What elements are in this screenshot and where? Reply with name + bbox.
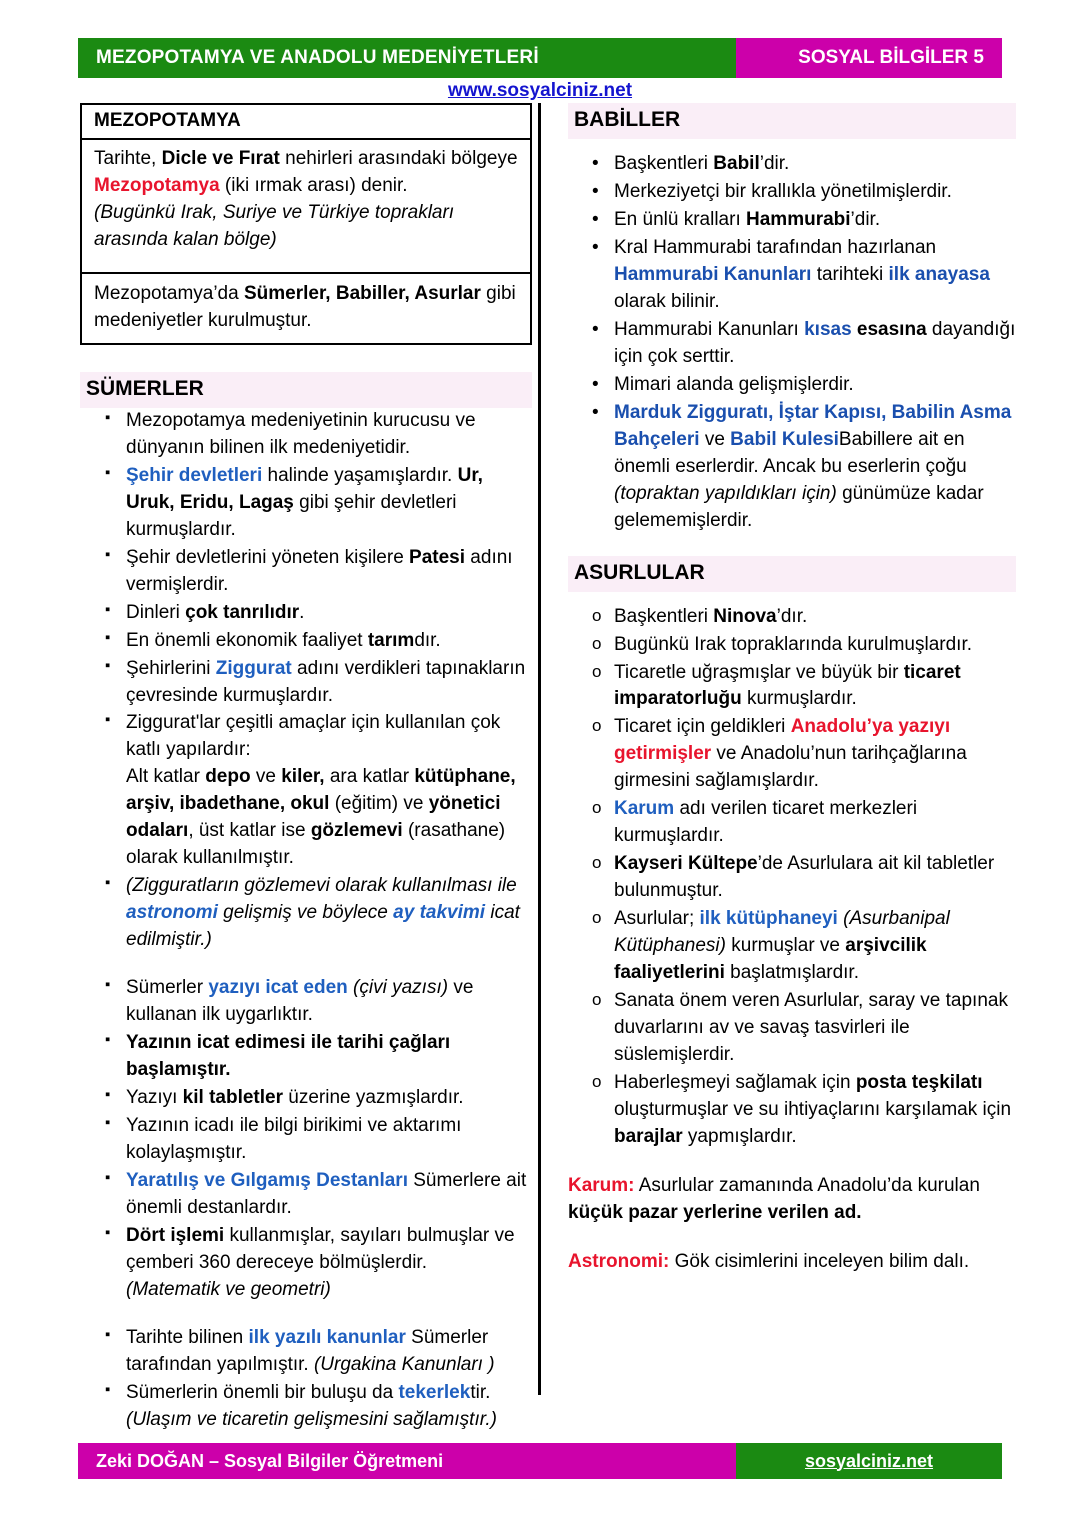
- text: .: [299, 601, 305, 623]
- text-blue: Yaratılış ve Gılgamış Destanları: [126, 1169, 408, 1191]
- list-item: [80, 628, 532, 655]
- section-heading-asurlular: ASURLULAR: [568, 556, 1016, 592]
- text-blue: Babil Kulesi: [730, 428, 839, 450]
- text: dayandığı için çok serttir.: [614, 318, 1016, 367]
- bullet-square-icon: ▪: [105, 1114, 111, 1132]
- list-item: [568, 796, 1016, 850]
- text-bold: çok tanrılıdır: [185, 601, 300, 623]
- bullet-circle-icon: o: [592, 605, 602, 625]
- sumerler-list-1: [80, 408, 532, 954]
- mezopotamya-box-footer: [82, 274, 530, 343]
- text-blue: Hammurabi Kanunları: [614, 263, 812, 285]
- bullet-dot-icon: •: [592, 208, 599, 230]
- text: tir.: [470, 1381, 491, 1403]
- text: tarihteki: [811, 263, 889, 285]
- text: Ziggurat'lar çeşitli amaçlar için kullanılan çok katlı yapılardır:: [126, 712, 501, 761]
- header-title: MEZOPOTAMYA VE ANADOLU MEDENİYETLERİ: [78, 38, 736, 78]
- text: Sümerler tarafından yapılmıştır.: [126, 1326, 489, 1375]
- text: Dinleri: [126, 601, 186, 623]
- bullet-square-icon: ▪: [105, 545, 111, 563]
- spacer: [568, 139, 1016, 151]
- definition-term: Astronomi:: [568, 1250, 670, 1272]
- text: Şehir devletlerini yöneten kişilere: [126, 546, 410, 568]
- text: Başkentleri: [614, 605, 714, 627]
- text-blue: Şehir devletleri: [126, 464, 263, 486]
- spacer: [80, 955, 532, 975]
- text-italic: (Bugünkü Irak, Suriye ve Türkiye toprakları arasında kalan bölge): [94, 201, 455, 250]
- text: adını verdikleri tapınakların çevresinde kurmuşlardır.: [126, 657, 526, 706]
- text: olarak bilinir.: [614, 290, 720, 312]
- text: Tarihte,: [94, 148, 162, 169]
- text-red: Mezopotamya: [94, 174, 220, 196]
- list-item: [80, 1223, 532, 1304]
- text: günümüze kadar gelememişlerdir.: [614, 482, 984, 531]
- definition-astronomi: [568, 1249, 1016, 1276]
- mezopotamya-box-body: [82, 140, 530, 274]
- list-item: [568, 235, 1016, 316]
- list-item: [568, 317, 1016, 371]
- bullet-dot-icon: •: [592, 318, 599, 340]
- text-italic: (Ulaşım ve ticaretin gelişmesini sağlamıştır.): [126, 1408, 497, 1430]
- bullet-circle-icon: o: [592, 798, 602, 818]
- bullet-square-icon: ▪: [105, 656, 111, 674]
- text-bold: yönetici odaları: [126, 793, 501, 842]
- text-italic: (Asurbanipal Kütüphanesi): [614, 908, 950, 957]
- text-bold: Patesi: [409, 546, 466, 568]
- text: ve Anadolu’nun tarihçağlarına girmesini sağlamışlardır.: [614, 743, 967, 792]
- spacer: [568, 592, 1016, 604]
- text: (rasathane) olarak kullanılmıştır.: [126, 820, 506, 869]
- bullet-dot-icon: •: [592, 180, 599, 202]
- list-item: [80, 545, 532, 599]
- header-subject: SOSYAL BİLGİLER 5: [736, 38, 1002, 78]
- text: kurmuşlar ve: [725, 935, 846, 957]
- text: yapmışlardır.: [682, 1125, 797, 1147]
- bullet-square-icon: ▪: [105, 1380, 111, 1398]
- list-item: [80, 600, 532, 627]
- text-red: Anadolu’ya yazıyı getirmişler: [614, 716, 951, 765]
- list-item: [80, 1380, 532, 1434]
- text-blue: yazıyı icat eden: [208, 977, 348, 999]
- text-bold: depo: [205, 766, 251, 788]
- bullet-circle-icon: o: [592, 990, 602, 1010]
- bullet-square-icon: ▪: [105, 628, 111, 646]
- list-item: [80, 656, 532, 710]
- text-italic: (Zigguratların gözlemevi olarak kullanılması ile: [126, 875, 517, 897]
- text-blue-italic: astronomi: [126, 902, 218, 924]
- bullet-square-icon: ▪: [105, 1031, 111, 1049]
- list-item: [80, 1030, 532, 1084]
- bullet-circle-icon: o: [592, 853, 602, 873]
- text-blue: ilk kütüphaneyi: [699, 908, 838, 930]
- bullet-square-icon: ▪: [105, 976, 111, 994]
- text-italic: (Matematik ve geometri): [126, 1278, 331, 1300]
- text: Asurlular;: [614, 908, 700, 930]
- text-bold: barajlar: [614, 1125, 683, 1147]
- sumerler-list-3: [80, 1325, 532, 1434]
- section-heading-sumerler: SÜMERLER: [80, 372, 532, 408]
- list-item: [80, 975, 532, 1029]
- list-item: [568, 179, 1016, 206]
- mezopotamya-box-title: MEZOPOTAMYA: [82, 105, 530, 140]
- list-item: [568, 372, 1016, 399]
- asurlular-list: [568, 604, 1016, 1151]
- text: Ticaretle uğraşmışlar ve büyük bir: [614, 661, 904, 683]
- text: ve kullanan ilk uygarlıktır.: [126, 977, 474, 1026]
- bullet-circle-icon: o: [592, 1072, 602, 1092]
- text: Yazının icadı ile bilgi birikimi ve aktarımı kolaylaşmıştır.: [126, 1115, 462, 1163]
- text: En önemli ekonomik faaliyet: [126, 629, 368, 651]
- definition-term: Karum:: [568, 1174, 635, 1196]
- list-item: [568, 207, 1016, 234]
- text: Asurlular zamanında Anadolu’da kurulan: [634, 1174, 980, 1196]
- text-italic: icat edilmiştir.): [126, 902, 520, 951]
- text-bold: kiler,: [281, 766, 325, 788]
- text: Merkeziyetçi bir krallıkla yönetilmişlerdir.: [614, 180, 952, 202]
- bullet-circle-icon: o: [592, 716, 602, 736]
- text-blue: tekerlek: [398, 1381, 471, 1403]
- bullet-dot-icon: •: [592, 236, 599, 258]
- text-bold: gözlemevi: [310, 820, 403, 842]
- list-item: [568, 1070, 1016, 1151]
- list-item: [568, 851, 1016, 905]
- text-blue: Ziggurat: [215, 657, 292, 679]
- text-blue: kısas: [804, 318, 852, 340]
- list-item: [80, 1325, 532, 1379]
- list-item-ziggurat-note: [80, 873, 532, 954]
- text: Kral Hammurabi tarafından hazırlanan: [614, 236, 937, 258]
- text: ’dir.: [850, 208, 881, 230]
- text-bold: tarım: [367, 629, 415, 651]
- text-italic: (çivi yazısı): [347, 977, 449, 999]
- text-italic: gelişmiş ve böylece: [217, 902, 394, 924]
- bullet-square-icon: ▪: [105, 1086, 111, 1104]
- text-bold: Yazının icat edimesi ile tarihi çağları başlamıştır.: [126, 1032, 451, 1081]
- list-item: [80, 1113, 532, 1167]
- text: ’de Asurlulara ait kil tabletler bulunmuştur.: [614, 853, 995, 902]
- page-header: [78, 38, 1002, 78]
- sumerler-list-2: [80, 975, 532, 1304]
- text: Gök cisimlerini inceleyen bilim dalı.: [669, 1250, 970, 1272]
- column-divider: [538, 103, 541, 1395]
- text-bold: kütüphane, arşiv, ibadethane, okul: [126, 766, 516, 815]
- list-item: [568, 604, 1016, 631]
- list-item: [568, 151, 1016, 178]
- text: halinde yaşamışlardır.: [262, 464, 458, 486]
- text: kullanmışlar, sayıları bulmuşlar ve çemberi 360 dereceye bölmüşlerdir.: [126, 1224, 515, 1273]
- list-item: [568, 906, 1016, 987]
- text: gibi şehir devletleri kurmuşlardır.: [126, 491, 457, 540]
- text-bold: Ur, Uruk, Eridu, Lagaş: [126, 464, 483, 513]
- text-italic: (topraktan yapıldıkları için): [614, 482, 837, 504]
- text-bold: Ninova: [713, 605, 777, 627]
- text: Sümerlerin önemli bir buluşu da: [126, 1381, 399, 1403]
- text-bold: küçük pazar yerlerine verilen ad.: [568, 1201, 862, 1223]
- list-item-marduk: [568, 400, 1016, 535]
- bullet-dot-icon: •: [592, 153, 599, 174]
- text: (eğitim) ve: [329, 793, 429, 815]
- bullet-dot-icon: •: [592, 401, 599, 423]
- text: ara katlar: [324, 766, 415, 788]
- text-bold: ticaret imparatorluğu: [614, 661, 961, 710]
- bullet-dot-icon: •: [592, 373, 599, 395]
- text: adı verilen ticaret merkezleri kurmuşlardır.: [614, 798, 918, 847]
- bullet-square-icon: ▪: [105, 1223, 111, 1241]
- text-blue: ilk yazılı kanunlar: [248, 1326, 406, 1348]
- bullet-square-icon: ▪: [105, 463, 111, 481]
- page-footer: [78, 1443, 1002, 1479]
- text: üzerine yazmışlardır.: [283, 1087, 464, 1109]
- bullet-square-icon: ▪: [105, 408, 111, 426]
- text-blue-italic: ay takvimi: [393, 902, 486, 924]
- text-bold: Kayseri Kültepe: [614, 853, 758, 875]
- text-bold: arşivcilik faaliyetlerini: [614, 935, 927, 984]
- left-column: [80, 103, 532, 1435]
- text: başlatmışlardır.: [724, 962, 859, 984]
- text-bold: kil tabletler: [182, 1087, 283, 1109]
- text-bold: Dicle ve Fırat: [161, 148, 280, 169]
- spacer: [80, 1305, 532, 1325]
- mezopotamya-box: [80, 103, 532, 345]
- website-link[interactable]: www.sosyalciniz.net: [447, 80, 633, 101]
- text: Ticaret için geldikleri: [614, 716, 791, 738]
- text: dır.: [414, 629, 441, 651]
- definition-karum: [568, 1173, 1016, 1227]
- text-bold: posta teşkilatı: [855, 1072, 983, 1094]
- right-column: [568, 103, 1016, 1276]
- text: Şehirlerini: [126, 657, 216, 679]
- list-item-ziggurat: [80, 710, 532, 872]
- text-blue: Karum: [614, 798, 675, 820]
- text: Başkentleri: [614, 153, 714, 174]
- text: kurmuşlardır.: [741, 688, 857, 710]
- list-item: [568, 660, 1016, 714]
- text-bold: Babil: [713, 153, 760, 174]
- text: ’dir.: [759, 153, 790, 174]
- list-item: [80, 463, 532, 544]
- text: adını vermişlerdir.: [126, 546, 513, 595]
- ziggurat-floors: [126, 764, 532, 872]
- text: Mimari alanda gelişmişlerdir.: [614, 373, 854, 395]
- text: ’dır.: [776, 605, 808, 627]
- babiller-list: [568, 151, 1016, 535]
- text: Babillere ait en önemli eserlerdir. Ancak bu eserlerin çoğu: [614, 428, 967, 477]
- text: Alt katlar: [126, 766, 206, 788]
- footer-author: Zeki DOĞAN – Sosyal Bilgiler Öğretmeni: [78, 1443, 736, 1479]
- text: ve: [699, 428, 731, 450]
- text-italic: (Urgakina Kanunları ): [313, 1353, 495, 1375]
- bullet-square-icon: ▪: [105, 600, 111, 618]
- text: Sümerler: [126, 977, 209, 999]
- text-bold: Dört işlemi: [126, 1224, 225, 1246]
- bullet-circle-icon: o: [592, 633, 602, 653]
- text-bold: Hammurabi: [746, 208, 851, 230]
- bullet-square-icon: ▪: [105, 1325, 111, 1343]
- text-bold: esasına: [851, 318, 927, 340]
- text: Hammurabi Kanunları: [614, 318, 805, 340]
- bullet-square-icon: ▪: [105, 874, 111, 892]
- text: Sümerlere ait önemli destanlardır.: [126, 1169, 527, 1218]
- text: Mezopotamya’da: [94, 282, 244, 304]
- text: (iki ırmak arası) denir.: [219, 174, 408, 196]
- text: Tarihte bilinen: [126, 1326, 249, 1348]
- text: Bugünkü Irak topraklarında kurulmuşlardır.: [614, 633, 973, 655]
- section-heading-babiller: BABİLLER: [568, 103, 1016, 139]
- text: nehirleri arasındaki bölgeye: [279, 148, 518, 169]
- text: Sanata önem veren Asurlular, saray ve tapınak duvarlarını av ve savaş tasvirleri ile süslemişlerdir.: [614, 990, 1008, 1066]
- bullet-square-icon: ▪: [105, 711, 111, 729]
- list-item: [80, 408, 532, 462]
- text: ve: [250, 766, 282, 788]
- text-blue: Marduk Zigguratı, İştar Kapısı, Babilin Asma Bahçeleri: [614, 401, 1012, 450]
- text: En ünlü kralları: [614, 208, 747, 230]
- spacer: [568, 536, 1016, 556]
- footer-site-link[interactable]: sosyalciniz.net: [736, 1443, 1002, 1479]
- text: Mezopotamya medeniyetinin kurucusu ve dünyanın bilinen ilk medeniyetidir.: [126, 409, 476, 458]
- text: Haberleşmeyi sağlamak için: [614, 1072, 856, 1094]
- list-item: [568, 632, 1016, 659]
- list-item: [80, 1085, 532, 1112]
- text-bold: Sümerler, Babiller, Asurlar: [243, 282, 481, 304]
- text-blue: ilk anayasa: [888, 263, 990, 285]
- bullet-circle-icon: o: [592, 908, 602, 928]
- text: Yazıyı: [126, 1087, 183, 1109]
- bullet-square-icon: ▪: [105, 1168, 111, 1186]
- text: oluşturmuşlar ve su ihtiyaçlarını karşılamak için: [614, 1099, 1012, 1120]
- bullet-circle-icon: o: [592, 661, 602, 681]
- list-item: [80, 1168, 532, 1222]
- text: gibi medeniyetler kurulmuştur.: [94, 282, 516, 331]
- list-item: [568, 988, 1016, 1069]
- text: , üst katlar ise: [188, 820, 311, 842]
- list-item: [568, 714, 1016, 795]
